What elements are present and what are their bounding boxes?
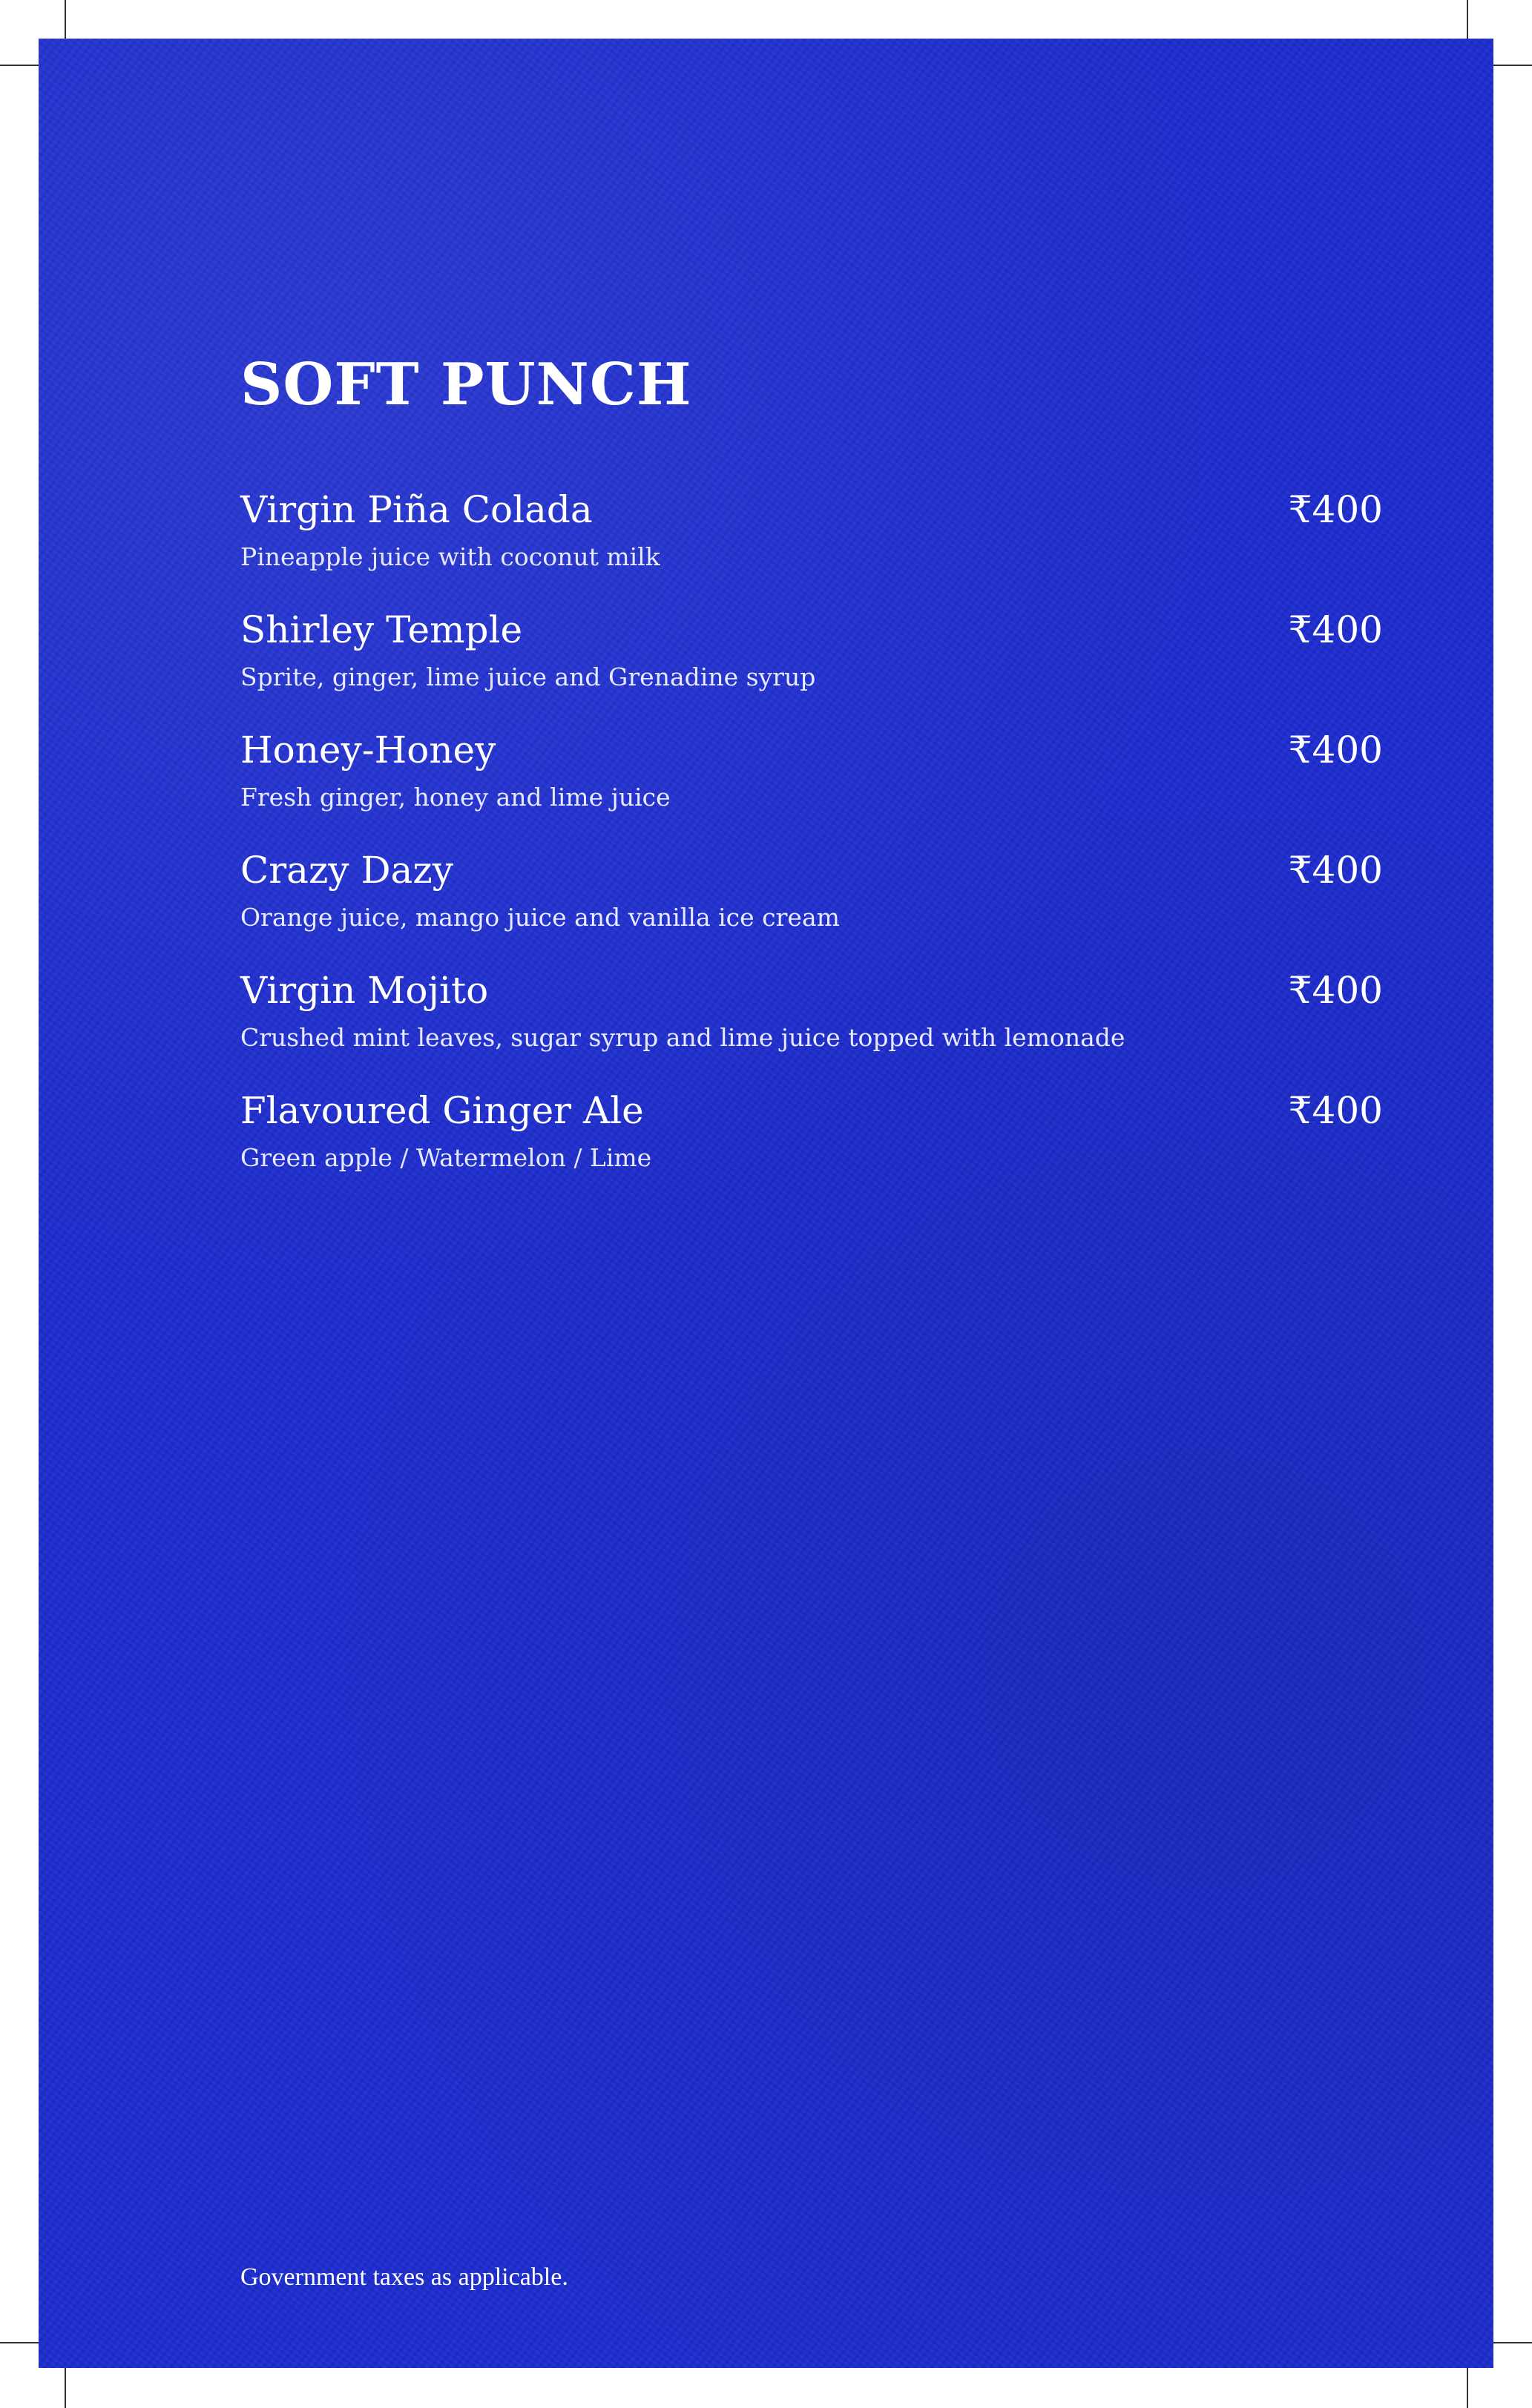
- crop-mark-top-right-h: [1487, 65, 1532, 66]
- menu-item-price: ₹400: [1288, 608, 1383, 651]
- crop-mark-bottom-left-v: [65, 2363, 66, 2408]
- menu-item-name: Virgin Mojito: [240, 969, 489, 1012]
- menu-item-name: Crazy Dazy: [240, 849, 453, 892]
- menu-item-name: Shirley Temple: [240, 608, 523, 651]
- menu-item: [240, 608, 1383, 728]
- menu-item-price: ₹400: [1288, 849, 1383, 892]
- menu-item-price: ₹400: [1288, 728, 1383, 772]
- menu-item-description: Crushed mint leaves, sugar syrup and lime juice topped with lemonade: [240, 1023, 1125, 1052]
- menu-item-price: ₹400: [1288, 1089, 1383, 1132]
- crop-mark-bottom-right-v: [1467, 2363, 1468, 2408]
- menu-item-name: Flavoured Ginger Ale: [240, 1089, 644, 1132]
- menu-item-name: Virgin Piña Colada: [240, 488, 593, 531]
- menu-item-price: ₹400: [1288, 969, 1383, 1012]
- menu-item-description: Green apple / Watermelon / Lime: [240, 1143, 652, 1172]
- menu-item: [240, 1088, 1383, 1208]
- menu-item-description: Fresh ginger, honey and lime juice: [240, 783, 671, 812]
- tax-note: Government taxes as applicable.: [240, 2263, 568, 2291]
- crop-mark-top-right-v: [1467, 0, 1468, 45]
- menu-list: [240, 487, 1383, 1208]
- crop-mark-bottom-right-h: [1487, 2342, 1532, 2343]
- menu-item-description: Sprite, ginger, lime juice and Grenadine syrup: [240, 662, 816, 691]
- crop-mark-top-left-h: [0, 65, 45, 66]
- crop-mark-top-left-v: [65, 0, 66, 45]
- menu-item-name: Honey-Honey: [240, 728, 496, 772]
- menu-item: [240, 848, 1383, 968]
- crop-mark-bottom-left-h: [0, 2342, 45, 2343]
- menu-page: [39, 39, 1493, 2368]
- menu-item-description: Orange juice, mango juice and vanilla ice cream: [240, 903, 840, 932]
- menu-section-title: SOFT PUNCH: [240, 351, 692, 418]
- menu-item: [240, 728, 1383, 848]
- menu-item: [240, 968, 1383, 1088]
- menu-item-description: Pineapple juice with coconut milk: [240, 542, 660, 571]
- menu-item-price: ₹400: [1288, 488, 1383, 531]
- menu-item: [240, 487, 1383, 608]
